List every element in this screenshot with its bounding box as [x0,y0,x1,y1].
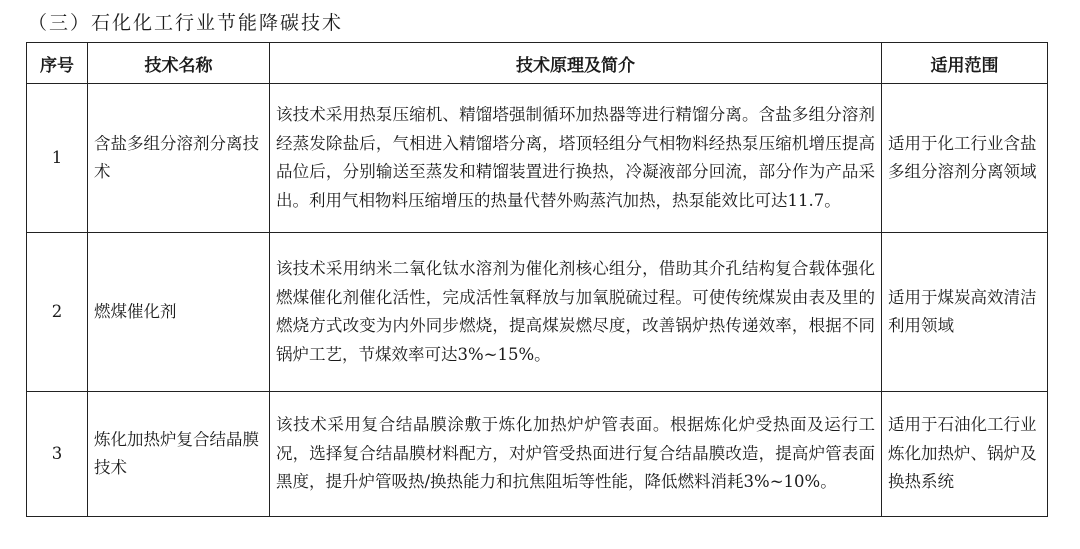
header-application-scope: 适用范围 [882,43,1048,84]
technology-name: 燃煤催化剂 [88,233,270,392]
application-scope: 适用于石油化工行业炼化加热炉、锅炉及换热系统 [882,392,1048,517]
header-principle-description: 技术原理及简介 [270,43,882,84]
technology-description: 该技术采用复合结晶膜涂敷于炼化加热炉炉管表面。根据炼化炉受热面及运行工况，选择复合结晶膜材料配方，对炉管受热面进行复合结晶膜改造，提高炉管表面黑度，提升炉管吸热/换热能力和抗焦阻垢等性能，降低燃料消耗3%~10%。 [270,392,882,517]
technology-name: 含盐多组分溶剂分离技术 [88,84,270,233]
row-number: 2 [27,233,88,392]
table-row [27,84,1048,233]
table-row [27,233,1048,392]
technology-description: 该技术采用纳米二氧化钛水溶剂为催化剂核心组分，借助其介孔结构复合载体强化燃煤催化剂催化活性，完成活性氧释放与加氧脱硫过程。可使传统煤炭由表及里的燃烧方式改变为内外同步燃烧，提高煤炭燃尽度，改善锅炉热传递效率，根据不同锅炉工艺，节煤效率可达3%~15%。 [270,233,882,392]
section-title: （三）石化化工行业节能降碳技术 [28,12,344,34]
technology-description: 该技术采用热泵压缩机、精馏塔强制循环加热器等进行精馏分离。含盐多组分溶剂经蒸发除盐后，气相进入精馏塔分离，塔顶轻组分气相物料经热泵压缩机增压提高品位后，分别输送至蒸发和精馏装置进行换热，冷凝液部分回流，部分作为产品采出。利用气相物料压缩增压的热量代替外购蒸汽加热，热泵能效比可达11.7。 [270,84,882,233]
table-header-row [27,43,1048,84]
application-scope: 适用于煤炭高效清洁利用领域 [882,233,1048,392]
header-serial-number: 序号 [27,43,88,84]
application-scope: 适用于化工行业含盐多组分溶剂分离领域 [882,84,1048,233]
table-row [27,392,1048,517]
row-number: 1 [27,84,88,233]
header-technology-name: 技术名称 [88,43,270,84]
row-number: 3 [27,392,88,517]
technology-table [26,42,1048,517]
technology-name: 炼化加热炉复合结晶膜技术 [88,392,270,517]
